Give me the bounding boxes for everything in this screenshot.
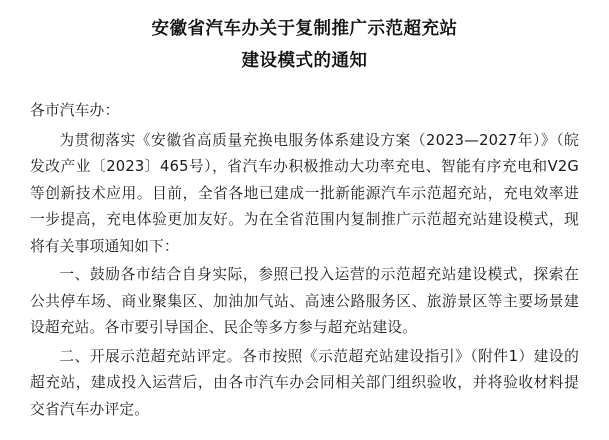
paragraph-3: 二、开展示范超充站评定。各市按照《示范超充站建设指引》（附件1）建设的超充站，建成投入运营后，由各市汽车办会同相关部门组织验收，并将验收材料提交省汽车办评定。	[30, 347, 579, 418]
page-title	[30, 14, 579, 76]
document-body	[30, 98, 579, 423]
salutation: 各市汽车办：	[30, 102, 120, 119]
page-title-line-2: 建设模式的通知	[241, 51, 368, 71]
paragraph-2: 一、鼓励各市结合自身实际，参照已投入运营的示范超充站建设模式，探索在公共停车场、商业聚集区、加油加气站、高速公路服务区、旅游景区等主要场景建设超充站。各市要引导国企、民企等多方参与超充站建设。	[30, 266, 579, 336]
paragraph-1: 为贯彻落实《安徽省高质量充换电服务体系建设方案（2023—2027年）》（皖发改产业〔2023〕465号），省汽车办积极推动大功率充电、智能有序充电和V2G等创新技术应用。目前，全省各地已建成一批新能源汽车示范超充站，充电效率进一步提高，充电体验更加友好。为在全省范围内复制推广示范超充站建设模式，现将有关事项通知如下：	[30, 131, 579, 255]
page-title-line-1: 安徽省汽车办关于复制推广示范超充站	[151, 19, 458, 39]
